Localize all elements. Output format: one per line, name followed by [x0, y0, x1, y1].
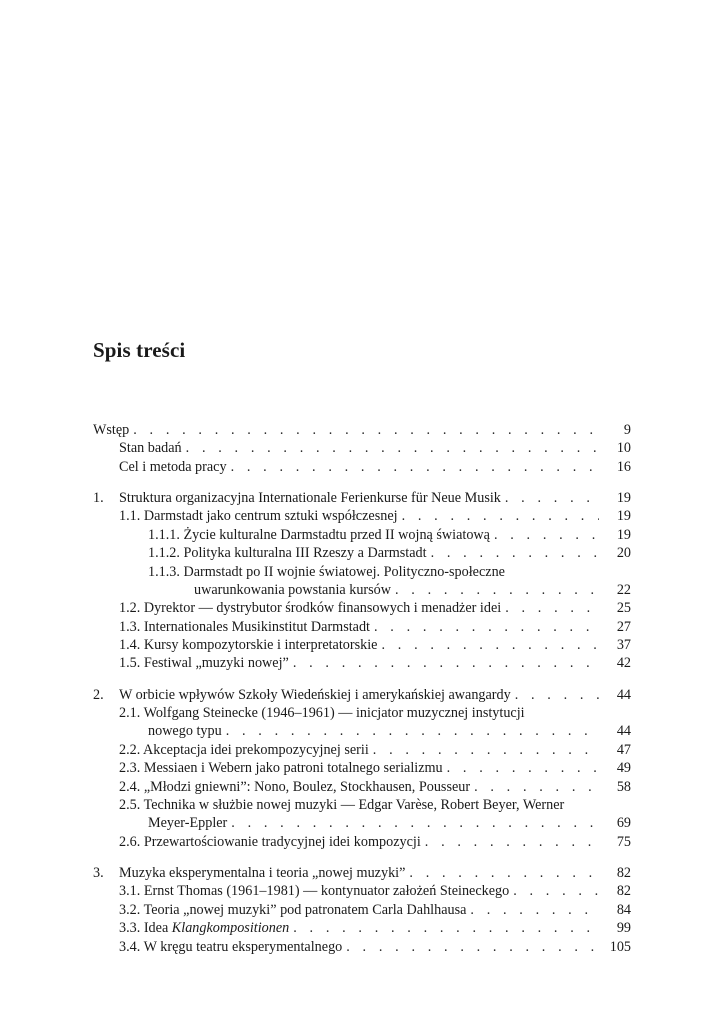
page-title: Spis treści	[93, 338, 186, 362]
toc-entry	[93, 833, 631, 851]
toc-entry-title: Stan badań	[119, 440, 182, 457]
toc-page-number: 19	[616, 489, 631, 506]
dot-leader	[289, 654, 599, 672]
toc-entry-first-line	[93, 704, 631, 722]
toc-page-number: 82	[616, 883, 631, 900]
toc-page-number: 42	[616, 655, 631, 672]
dot-leader	[405, 864, 599, 882]
toc-line	[119, 654, 631, 672]
toc-entry	[93, 636, 631, 654]
dot-leader	[377, 636, 599, 654]
dot-leader	[501, 599, 599, 617]
toc-entry	[93, 882, 631, 900]
toc-entry	[93, 439, 631, 457]
toc-entry	[93, 741, 631, 759]
toc-entry-title: Muzyka eksperymentalna i teoria „nowej muzyki”	[119, 864, 406, 881]
toc-entry-title: 1.2. Dyrektor — dystrybutor środków finansowych i menadżer idei	[119, 600, 502, 617]
dot-leader	[369, 741, 599, 759]
toc-entry	[93, 654, 631, 672]
toc-entry-title: Wstęp	[93, 422, 130, 438]
toc-entry-title-line1: 1.1.3. Darmstadt po II wojnie światowej. Polityczno-społeczne	[148, 563, 505, 580]
dot-leader	[227, 814, 599, 832]
toc-entry	[93, 814, 631, 832]
toc-entry	[93, 919, 631, 937]
toc-entry-title: 1.3. Internationales Musikinstitut Darmstadt	[119, 618, 371, 635]
toc-entry	[93, 599, 631, 617]
toc-page-number: 25	[616, 600, 631, 617]
toc-page-number: 19	[616, 526, 631, 543]
toc-entry-title-line1: 2.1. Wolfgang Steinecke (1946–1961) — inicjator muzycznej instytucji	[119, 705, 525, 722]
dot-leader	[421, 833, 599, 851]
toc-entry-title-line1: 2.5. Technika w służbie nowej muzyki — Edgar Varèse, Robert Beyer, Werner	[119, 797, 565, 814]
toc-line	[119, 636, 631, 654]
toc-entry-title: 1.4. Kursy kompozytorskie i interpretatorskie	[119, 637, 378, 654]
table-of-contents	[93, 421, 631, 956]
toc-line	[148, 526, 631, 544]
toc-page-number: 49	[616, 760, 631, 777]
toc-line	[119, 741, 631, 759]
toc-line	[119, 618, 631, 636]
toc-line	[119, 489, 631, 507]
toc-line	[119, 458, 631, 476]
toc-page-number: 9	[623, 422, 631, 438]
toc-line	[119, 778, 631, 796]
toc-line	[119, 439, 631, 457]
toc-entry-title: W orbicie wpływów Szkoły Wiedeńskiej i amerykańskiej awangardy	[119, 686, 511, 703]
toc-entry-title: 1.1. Darmstadt jako centrum sztuki współczesnej	[119, 508, 398, 525]
dot-leader	[342, 938, 599, 956]
dot-leader	[391, 581, 599, 599]
toc-line	[119, 919, 631, 937]
toc-entry	[93, 526, 631, 544]
toc-page-number: 47	[616, 741, 631, 758]
dot-leader	[289, 919, 599, 937]
toc-entry	[93, 507, 631, 525]
chapter-number: 3.	[93, 864, 104, 881]
dot-leader	[398, 507, 599, 525]
dot-leader	[490, 526, 599, 544]
toc-entry-title: 2.4. „Młodzi gniewni”: Nono, Boulez, Stockhausen, Pousseur	[119, 778, 471, 795]
dot-leader	[129, 421, 599, 439]
toc-entry-title: Cel i metoda pracy	[119, 458, 227, 475]
toc-entry	[93, 421, 631, 439]
toc-entry-title: 3.1. Ernst Thomas (1961–1981) — kontynuator założeń Steineckego	[119, 883, 510, 900]
toc-entry-first-line	[93, 563, 631, 581]
toc-chapter-entry	[93, 686, 631, 704]
toc-entry	[93, 938, 631, 956]
dot-leader	[511, 686, 599, 704]
toc-entry-first-line	[93, 796, 631, 814]
toc-line	[148, 722, 631, 740]
toc-entry-title: 3.2. Teoria „nowej muzyki” pod patronatem Carla Dahlhausa	[119, 901, 467, 918]
toc-entry	[93, 759, 631, 777]
dot-leader	[466, 901, 599, 919]
dot-leader	[427, 544, 599, 562]
toc-page-number: 20	[616, 545, 631, 562]
toc-line	[148, 814, 631, 832]
toc-entry-title: 2.6. Przewartościowanie tradycyjnej idei kompozycji	[119, 833, 421, 850]
toc-entry-title: nowego typu	[148, 723, 222, 740]
toc-entry	[93, 544, 631, 562]
dot-leader	[509, 882, 599, 900]
toc-page-number: 99	[616, 920, 631, 937]
toc-page-number: 37	[616, 637, 631, 654]
toc-page-number: 105	[609, 938, 631, 955]
toc-line	[119, 901, 631, 919]
dot-leader	[222, 722, 599, 740]
toc-entry-title	[119, 919, 289, 937]
toc-entry-title: 1.5. Festiwal „muzyki nowej”	[119, 655, 289, 672]
toc-page-number: 44	[616, 686, 631, 703]
toc-line	[119, 759, 631, 777]
chapter-number: 2.	[93, 686, 104, 703]
toc-line	[119, 882, 631, 900]
toc-page-number: 19	[616, 508, 631, 525]
toc-chapter-entry	[93, 864, 631, 882]
toc-page-number: 27	[616, 618, 631, 635]
toc-entry-title-italic: Klangkompositionen	[171, 920, 290, 937]
toc-line	[148, 544, 631, 562]
toc-line	[119, 833, 631, 851]
toc-entry-title: Meyer-Eppler	[148, 815, 228, 832]
toc-entry	[93, 901, 631, 919]
toc-page-number: 75	[616, 833, 631, 850]
dot-leader	[443, 759, 599, 777]
toc-line	[119, 686, 631, 704]
toc-page-number: 69	[616, 815, 631, 832]
toc-entry-title: Struktura organizacyjna Internationale Ferienkurse für Neue Musik	[119, 489, 501, 506]
toc-entry	[93, 722, 631, 740]
toc-entry-title: 1.1.2. Polityka kulturalna III Rzeszy a Darmstadt	[148, 545, 427, 562]
toc-page-number: 16	[616, 458, 631, 475]
toc-entry	[93, 618, 631, 636]
toc-entry-title: 2.3. Messiaen i Webern jako patroni totalnego serializmu	[119, 760, 443, 777]
dot-leader	[182, 439, 599, 457]
toc-page-number: 44	[616, 723, 631, 740]
toc-entry	[93, 778, 631, 796]
toc-entry	[93, 458, 631, 476]
toc-entry-title: 2.2. Akceptacja idei prekompozycyjnej serii	[119, 741, 369, 758]
toc-page-number: 82	[616, 864, 631, 881]
dot-leader	[227, 458, 599, 476]
toc-line	[194, 581, 631, 599]
toc-entry-title-prefix: 3.3. Idea	[119, 920, 172, 937]
toc-entry-title: 3.4. W kręgu teatru eksperymentalnego	[119, 938, 343, 955]
dot-leader	[470, 778, 599, 796]
toc-page-number: 10	[616, 440, 631, 457]
toc-entry-title: uwarunkowania powstania kursów	[194, 581, 392, 598]
toc-page-number: 58	[616, 778, 631, 795]
toc-chapter-entry	[93, 489, 631, 507]
dot-leader	[370, 618, 599, 636]
toc-page-number: 22	[616, 581, 631, 598]
toc-line	[119, 938, 631, 956]
chapter-number: 1.	[93, 489, 104, 506]
toc-line	[119, 599, 631, 617]
toc-entry	[93, 581, 631, 599]
toc-line	[119, 507, 631, 525]
toc-line	[119, 864, 631, 882]
dot-leader	[501, 489, 599, 507]
toc-entry-title: 1.1.1. Życie kulturalne Darmstadtu przed II wojną światową	[148, 526, 490, 543]
toc-page-number: 84	[616, 901, 631, 918]
toc-line	[93, 421, 631, 439]
